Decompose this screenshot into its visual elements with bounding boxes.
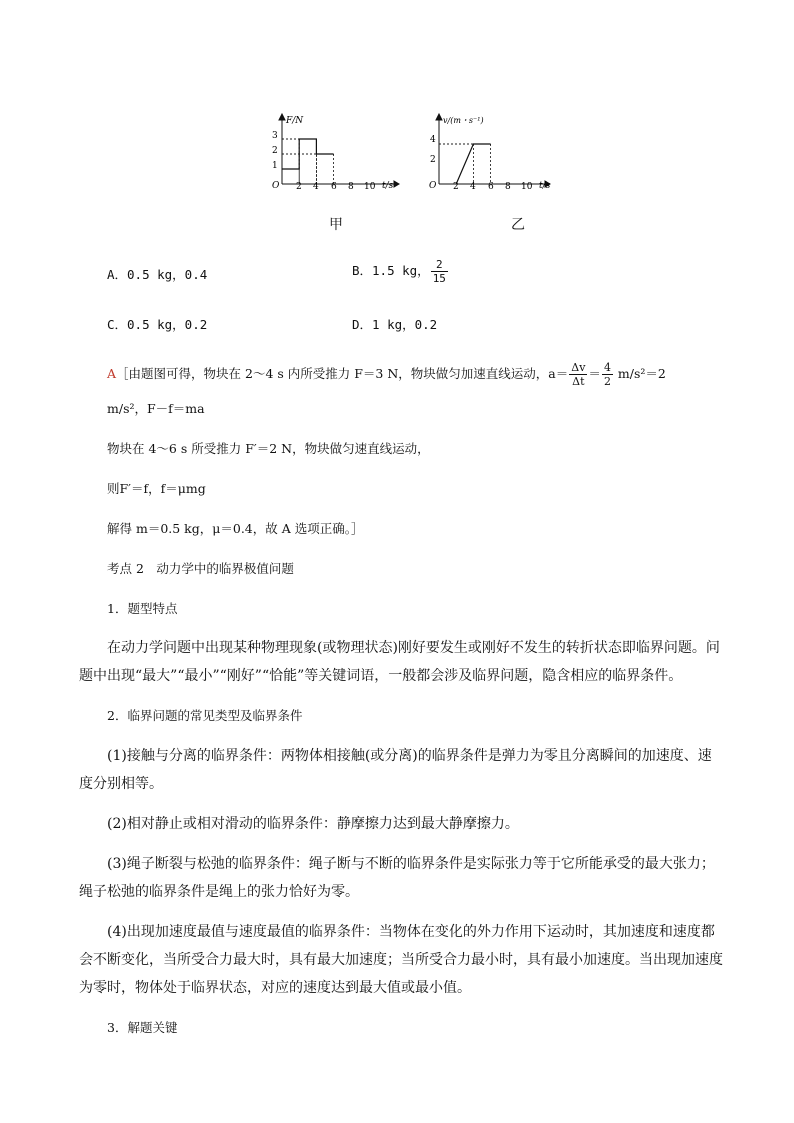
item-4-line-2: 会不断变化，当所受合力最大时，具有最大加速度；当所受合力最小时，具有最小加速度。当出现加速度 <box>79 952 723 968</box>
option-b-fraction <box>431 258 448 285</box>
answer-line-2: m/s²，F－f＝ma <box>107 401 205 416</box>
option-d: D．1 kg，0.2 <box>352 317 438 332</box>
fraction-denominator: Δt <box>572 375 585 388</box>
x-tick-4: 4 <box>470 182 476 192</box>
item-3-line-1: (3)绳子断裂与松弛的临界条件：绳子断与不断的临界条件是实际张力等于它所能承受的最大张力； <box>107 856 715 872</box>
origin-label: O <box>272 181 280 191</box>
answer-text-1b: m/s²＝2 <box>613 366 666 381</box>
graph-yi <box>425 112 565 194</box>
para-1-line-1: 在动力学问题中出现某种物理现象(或物理状态)刚好要发生或刚好不发生的转折状态即临界问题。问 <box>107 640 720 656</box>
graph-jia <box>268 112 408 194</box>
heading-1: 1．题型特点 <box>107 601 178 616</box>
x-tick-8: 8 <box>348 182 354 192</box>
fraction-4-2 <box>602 361 613 388</box>
y-axis-label: F/N <box>286 116 304 126</box>
heading-3: 3．解题关键 <box>107 1020 178 1035</box>
fraction-numerator: 4 <box>603 361 611 374</box>
y-tick-2: 2 <box>272 146 278 156</box>
section-title: 考点 2 动力学中的临界极值问题 <box>107 561 294 576</box>
para-1-line-2: 题中出现“最大”“最小”“刚好”“恰能”等关键词语，一般都会涉及临界问题，隐含相应的临界条件。 <box>79 668 683 684</box>
caption-yi: 乙 <box>511 217 525 233</box>
fraction-dv-dt <box>569 361 587 388</box>
x-tick-8: 8 <box>505 182 511 192</box>
answer-text-1a: ［由题图可得，物块在 2～4 s 内所受推力 F＝3 N，物块做匀加速直线运动，a＝ <box>116 366 569 381</box>
y-tick-2: 2 <box>430 155 436 165</box>
item-4-line-1: (4)出现加速度最值与速度最值的临界条件：当物体在变化的外力作用下运动时，其加速度和速度都 <box>107 924 715 940</box>
origin-label: O <box>429 181 437 191</box>
y-tick-3: 3 <box>272 131 278 141</box>
x-axis-label: t/s <box>539 181 551 191</box>
item-1-line-2: 度分别相等。 <box>79 776 163 792</box>
x-tick-2: 2 <box>296 182 302 192</box>
x-tick-2: 2 <box>453 182 459 192</box>
y-axis-arrow <box>436 114 442 120</box>
x-tick-10: 10 <box>364 182 376 192</box>
answer-line-4: 则F′＝f，f＝μmg <box>107 481 206 496</box>
equals-sign: ＝ <box>588 366 601 381</box>
y-tick-4: 4 <box>430 135 436 145</box>
item-1-line-1: (1)接触与分离的临界条件：两物体相接触(或分离)的临界条件是弹力为零且分离瞬间的加速度、速 <box>107 748 712 764</box>
option-b-text: B．1.5 kg， <box>352 263 430 278</box>
answer-line-3: 物块在 4～6 s 所受推力 F′＝2 N，物块做匀速直线运动， <box>107 441 430 456</box>
y-tick-1: 1 <box>272 161 278 171</box>
option-a: A．0.5 kg，0.4 <box>107 267 208 282</box>
item-2-line-1: (2)相对静止或相对滑动的临界条件：静摩擦力达到最大静摩擦力。 <box>107 816 519 832</box>
fraction-denominator: 2 <box>603 375 611 388</box>
item-3-line-2: 绳子松弛的临界条件是绳上的张力恰好为零。 <box>79 884 359 900</box>
heading-2: 2．临界问题的常见类型及临界条件 <box>107 708 303 723</box>
option-b-numerator: 2 <box>431 258 448 272</box>
x-axis-label: t/s <box>382 181 394 191</box>
caption-jia: 甲 <box>329 217 343 233</box>
y-axis-arrow <box>279 114 285 120</box>
y-axis-label: v/(m・s⁻¹) <box>443 116 484 125</box>
option-c: C．0.5 kg，0.2 <box>107 317 208 332</box>
answer-line-1 <box>107 361 666 388</box>
fraction-numerator: Δv <box>571 361 586 374</box>
option-b-denominator: 15 <box>432 272 446 285</box>
x-tick-10: 10 <box>521 182 533 192</box>
x-tick-6: 6 <box>488 182 494 192</box>
x-tick-4: 4 <box>313 182 319 192</box>
answer-line-5: 解得 m＝0.5 kg，μ＝0.4，故 A 选项正确。］ <box>107 521 364 536</box>
item-4-line-3: 为零时，物体处于临界状态，对应的速度达到最大值或最小值。 <box>79 980 471 996</box>
option-b <box>352 258 449 285</box>
answer-letter: A <box>107 366 117 381</box>
x-axis-arrow <box>394 181 399 187</box>
x-tick-6: 6 <box>331 182 337 192</box>
